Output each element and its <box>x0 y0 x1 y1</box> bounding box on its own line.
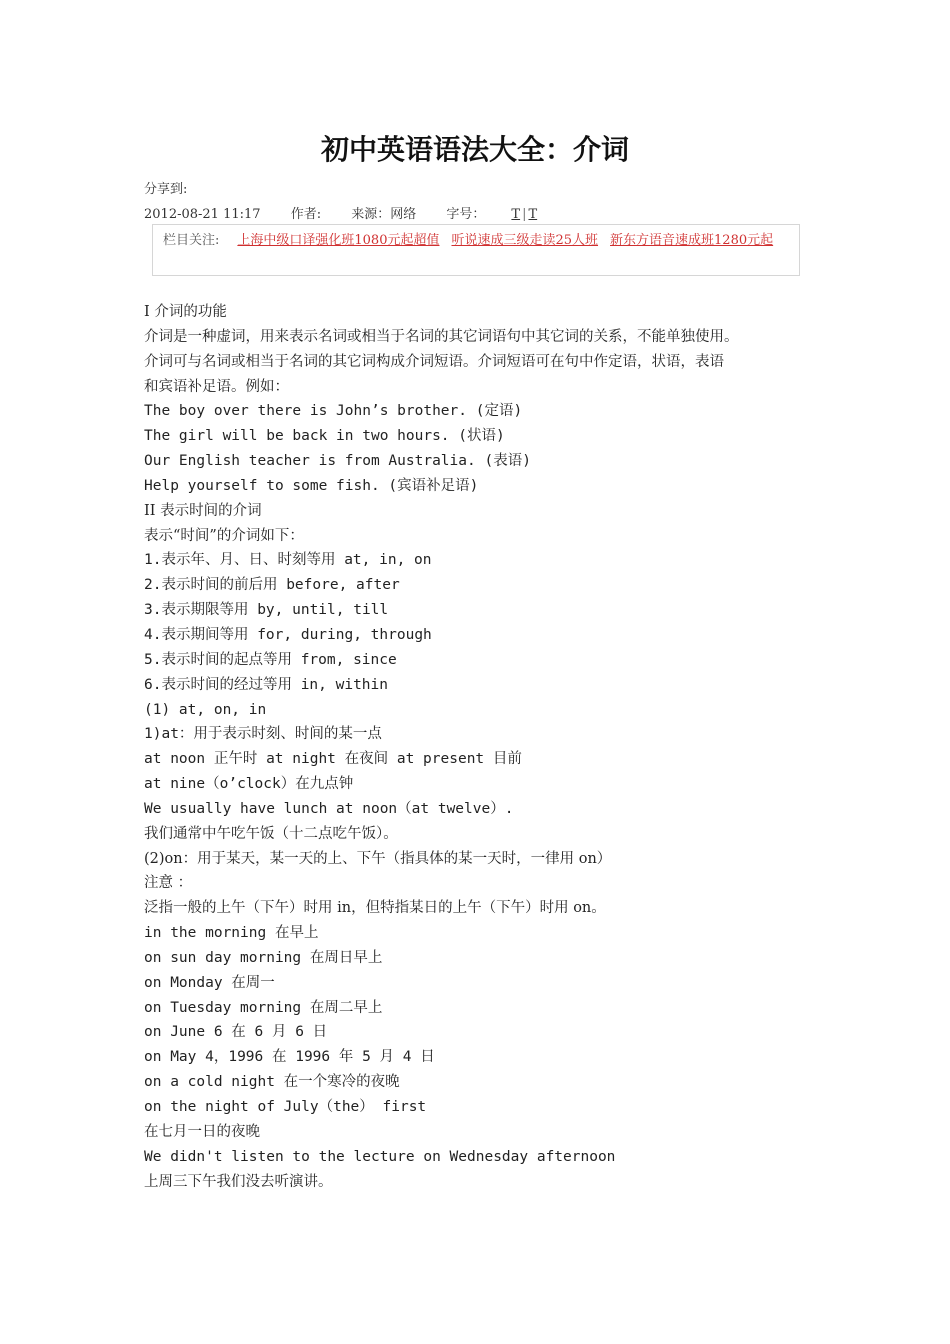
body-line: on Tuesday morning 在周二早上 <box>144 999 383 1016</box>
body-line: We didn't listen to the lecture on Wednesday afternoon <box>144 1148 616 1165</box>
body-line: 和宾语补足语。例如： <box>144 378 289 395</box>
body-line: in the morning 在早上 <box>144 925 319 942</box>
body-line: at noon 正午时 at night 在夜间 at present 目前 <box>144 751 522 768</box>
body-line: 上周三下午我们没去听演讲。 <box>144 1173 333 1190</box>
ad-link-interpreting[interactable]: 上海中级口译强化班1080元起超值 <box>237 233 440 248</box>
body-line: We usually have lunch at noon（at twelve）. <box>144 800 514 817</box>
body-line: 在七月一日的夜晚 <box>144 1123 260 1140</box>
body-line: on May 4，1996 在 1996 年 5 月 4 日 <box>144 1049 435 1066</box>
body-line: 6.表示时间的经过等用 in, within <box>144 676 388 693</box>
body-line: 注意 ： <box>144 875 193 892</box>
body-line: 4.表示期间等用 for, during, through <box>144 626 432 643</box>
body-line: The boy over there is John’s brother. (定语) <box>144 403 523 420</box>
ad-link-listening[interactable]: 听说速成三级走读25人班 <box>451 233 599 248</box>
share-label[interactable]: 分享到: <box>144 182 188 197</box>
author-label: 作者: <box>290 207 322 222</box>
font-large-button[interactable]: T <box>528 207 538 222</box>
body-line: on the night of July（the） first <box>144 1099 427 1115</box>
publish-datetime: 2012-08-21 11:17 <box>144 207 261 222</box>
source-label: 来源：网络 <box>351 207 417 222</box>
body-line: 1.表示年、月、日、时刻等用 at, in, on <box>144 552 432 569</box>
body-line: on a cold night 在一个寒冷的夜晚 <box>144 1074 400 1091</box>
body-line: 介词是一种虚词，用来表示名词或相当于名词的其它词语句中其它词的关系，不能单独使用。 <box>144 328 739 345</box>
body-line: on June 6 在 6 月 6 日 <box>144 1024 328 1041</box>
body-line: 5.表示时间的起点等用 from, since <box>144 651 397 668</box>
article-meta <box>144 203 563 222</box>
body-line: The girl will be back in two hours. (状语) <box>144 428 505 445</box>
body-line: I 介词的功能 <box>144 304 227 320</box>
body-line: (2)on：用于某天，某一天的上、下午（指具体的某一天时，一律用 on） <box>144 850 612 867</box>
body-line: II 表示时间的介词 <box>144 502 262 519</box>
body-line: 3.表示期限等用 by, until, till <box>144 602 389 619</box>
font-small-button[interactable]: T <box>511 207 521 222</box>
body-line: on Monday 在周一 <box>144 974 275 991</box>
body-line: at nine（o’clock）在九点钟 <box>144 776 354 793</box>
body-line: on sun day morning 在周日早上 <box>144 949 383 966</box>
body-line: 介词可与名词或相当于名词的其它词构成介词短语。介词短语可在句中作定语，状语，表语 <box>144 353 724 370</box>
font-size-control <box>446 207 537 222</box>
share-bar <box>144 178 187 197</box>
body-line: Our English teacher is from Australia. (表语) <box>144 453 531 470</box>
body-line: 我们通常中午吃午饭（十二点吃午饭）。 <box>144 825 398 842</box>
body-line: Help yourself to some fish. (宾语补足语) <box>144 477 479 494</box>
column-attention-label: 栏目关注: <box>163 233 220 248</box>
article-title: 初中英语语法大全：介词 <box>320 133 629 166</box>
article-body <box>144 300 824 1194</box>
body-line: 2.表示时间的前后用 before, after <box>144 577 400 594</box>
font-size-separator: | <box>522 207 527 222</box>
body-line: (1) at, on, in <box>144 701 267 718</box>
font-size-label: 字号： <box>446 207 486 222</box>
body-line: 泛指一般的上午（下午）时用 in，但特指某日的上午（下午）时用 on。 <box>144 900 606 917</box>
body-line: 1)at：用于表示时刻、时间的某一点 <box>144 726 382 743</box>
body-line: 表示“时间”的介词如下： <box>144 527 304 544</box>
column-attention-box <box>152 224 800 276</box>
ad-link-phonetics[interactable]: 新东方语音速成班1280元起 <box>610 233 774 248</box>
